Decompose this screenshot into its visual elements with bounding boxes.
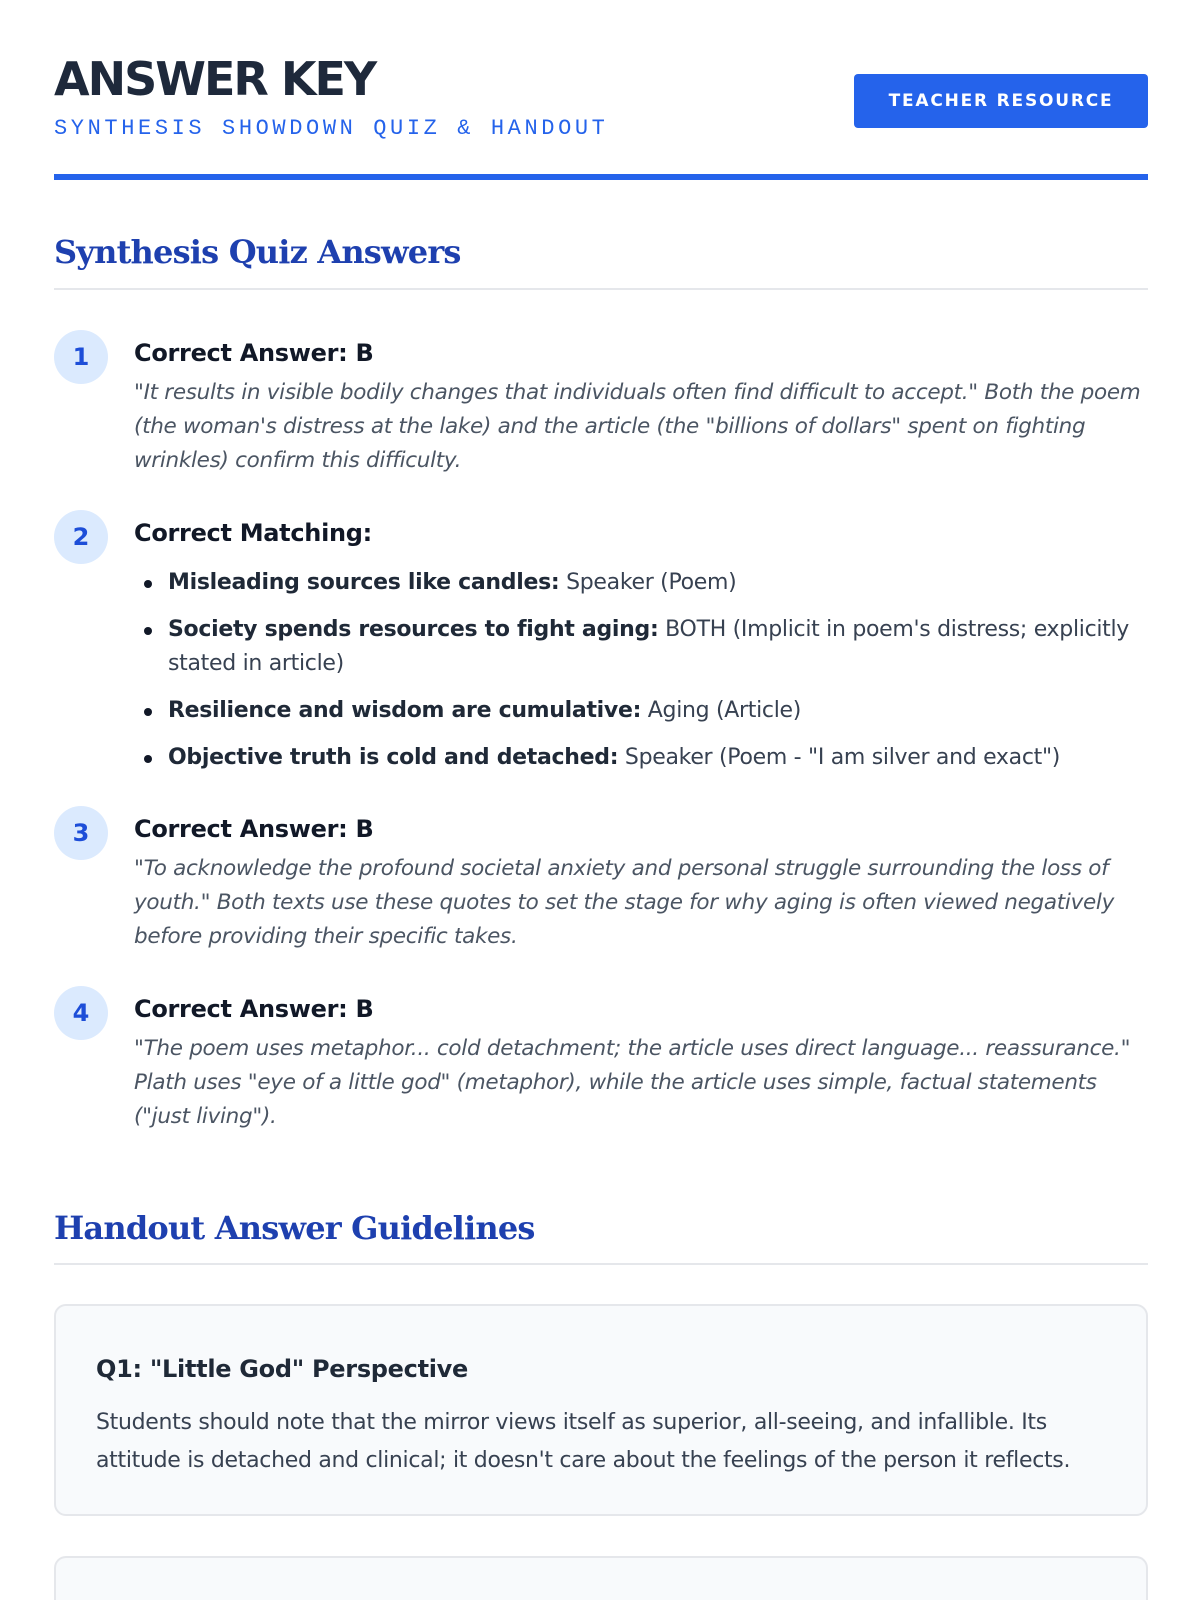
guideline-text: Students should note that the mirror views itself as superior, all-seeing, and infallible. Its attitude is detached and clinical; it doesn't care about the feelings of the person it reflects. — [96, 1410, 1071, 1473]
question-answer-heading: Correct Answer: B — [134, 815, 374, 843]
matching-term: Misleading sources like candles: — [168, 570, 560, 595]
question-answer-heading: Correct Matching: — [134, 519, 372, 547]
matching-answer: Speaker (Poem) — [566, 570, 737, 595]
handout-section-divider — [54, 1263, 1148, 1265]
question-number-badge: 2 — [54, 510, 108, 564]
handout-section-title: Handout Answer Guidelines — [54, 1209, 535, 1247]
matching-item — [134, 613, 1148, 681]
question-explanation: "It results in visible bodily changes that individuals often find difficult to accept." Both the poem (the woman's distress at the lake) and the article (the "billions of dollars" spent on fighting wrinkles) confirm this difficulty. — [134, 380, 1141, 473]
guideline-title: Q1: "Little God" Perspective — [96, 1355, 469, 1383]
teacher-resource-badge: TEACHER RESOURCE — [854, 74, 1148, 128]
matching-answer: BOTH (Implicit in poem's distress; explicitly stated in article) — [168, 617, 1130, 676]
document-header — [54, 0, 1148, 180]
handout-guideline-card — [54, 1304, 1148, 1516]
question-answer-heading: Correct Answer: B — [134, 339, 374, 367]
question-number-badge: 4 — [54, 986, 108, 1040]
answer-key-page — [54, 0, 1148, 1473]
header-divider — [54, 174, 1148, 180]
quiz-section-divider — [54, 288, 1148, 290]
matching-term: Resilience and wisdom are cumulative: — [168, 698, 642, 723]
matching-item — [134, 741, 1148, 775]
question-number-badge: 1 — [54, 330, 108, 384]
handout-guideline-card-next — [54, 1556, 1148, 1600]
document-subtitle: SYNTHESIS SHOWDOWN QUIZ & HANDOUT — [54, 116, 609, 141]
question-explanation: "To acknowledge the profound societal anxiety and personal struggle surrounding the loss of youth." Both texts use these quotes to set the stage for why aging is often viewed negatively before providing their specific takes. — [134, 856, 1115, 949]
question-number-badge: 3 — [54, 806, 108, 860]
quiz-section-title: Synthesis Quiz Answers — [54, 233, 461, 271]
matching-term: Objective truth is cold and detached: — [168, 745, 619, 770]
document-title: ANSWER KEY — [54, 52, 376, 106]
matching-list — [134, 566, 1148, 775]
matching-item — [134, 694, 1148, 728]
question-explanation: "The poem uses metaphor... cold detachment; the article uses direct language... reassurance." Plath uses "eye of a little god" (metaphor), while the article uses simple, factual statements ("just living"). — [134, 1036, 1131, 1129]
matching-answer: Aging (Article) — [647, 698, 802, 723]
matching-term: Society spends resources to fight aging: — [168, 617, 659, 642]
question-answer-heading: Correct Answer: B — [134, 995, 374, 1023]
matching-item — [134, 566, 1148, 600]
matching-answer: Speaker (Poem - "I am silver and exact") — [624, 745, 1061, 770]
